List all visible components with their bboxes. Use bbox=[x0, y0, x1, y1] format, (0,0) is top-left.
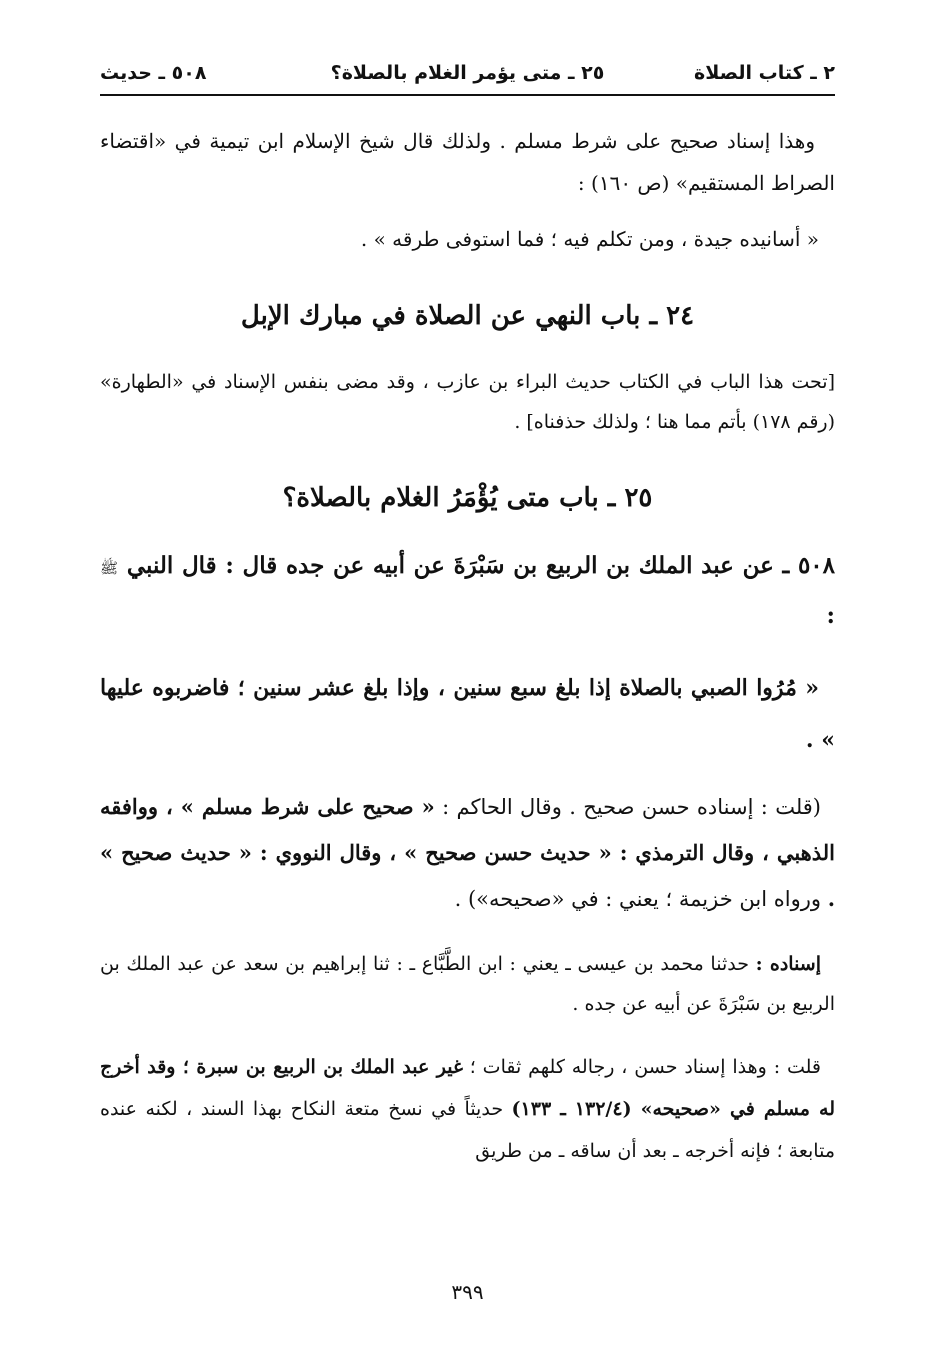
book-page bbox=[100, 60, 835, 1340]
comment-part-2: غير عبد الملك بن الربيع بن سبرة ؛ وقد أخرج له مسلم في «صحيحه» (١٣٢/٤ ـ ١٣٣) bbox=[100, 1056, 835, 1120]
page-number: ٣٩٩ bbox=[451, 1280, 484, 1304]
chapter-24-note: [تحت هذا الباب في الكتاب حديث البراء بن عازب ، وقد مضى بنفس الإسناد في «الطهارة» (رقم ١٧٨) بأتم مما هنا ؛ ولذلك حذفناه] . bbox=[100, 371, 835, 433]
grading-part-3: ورواه ابن خزيمة ؛ يعني : في «صحيحه») . bbox=[454, 887, 821, 911]
hadith-text: « مُرُوا الصبي بالصلاة إذا بلغ سبع سنين ، وإذا بلغ عشر سنين ؛ فاضربوه عليها » . bbox=[100, 675, 835, 753]
comment-paragraph bbox=[100, 1046, 835, 1172]
salutation-glyph: ﷺ bbox=[100, 559, 119, 577]
grading-part-2: « صحيح على شرط مسلم » ، ووافقه الذهبي ، وقال الترمذي : « حديث حسن صحيح » ، وقال النووي : « حديث صحيح » . bbox=[100, 794, 835, 911]
hadith-intro-text: ٥٠٨ ـ عن عبد الملك بن الربيع بن سَبْرَةَ عن أبيه عن جده قال : قال النبي bbox=[126, 552, 835, 579]
quote-paragraph: « أسانيده جيدة ، ومن تكلم فيه ؛ فما استوفى طرقه » . bbox=[360, 227, 819, 251]
header-divider bbox=[100, 94, 835, 96]
continuation-paragraph: وهذا إسناد صحيح على شرط مسلم . ولذلك قال شيخ الإسلام ابن تيمية في «اقتضاء الصراط المستقيم» (ص ١٦٠) : bbox=[100, 129, 835, 195]
isnad-paragraph bbox=[100, 944, 835, 1024]
hadith-intro-colon: : bbox=[826, 602, 835, 629]
hadith-intro bbox=[100, 542, 835, 640]
running-header bbox=[100, 60, 835, 94]
grading-part-1: (قلت : إسناده حسن صحيح . وقال الحاكم : bbox=[442, 795, 821, 819]
chapter-24-heading: ٢٤ ـ باب النهي عن الصلاة في مبارك الإبل bbox=[240, 301, 695, 331]
isnad-text: حدثنا محمد بن عيسى ـ يعني : ابن الطَّبَّاع ـ : ثنا إبراهيم بن سعد عن عبد الملك بن الربيع بن سَبْرَةَ عن أبيه عن جده . bbox=[100, 953, 835, 1015]
comment-part-3: حديثاً في نسخ متعة النكاح بهذا السند ، لكنه عنده متابعة ؛ فإنه أخرجه ـ بعد أن ساقه ـ من طريق bbox=[100, 1098, 835, 1162]
header-hadith-number: ٥٠٨ ـ حديث bbox=[100, 62, 207, 84]
isnad-label: إسناده : bbox=[755, 953, 821, 975]
grading-paragraph bbox=[100, 784, 835, 922]
comment-part-1: قلت : وهذا إسناد حسن ، رجاله كلهم ثقات ؛ bbox=[469, 1056, 821, 1078]
chapter-25-heading: ٢٥ ـ باب متى يُؤْمَرُ الغلام بالصلاة؟ bbox=[282, 483, 653, 513]
header-chapter-title: ٢٥ ـ متى يؤمر الغلام بالصلاة؟ bbox=[330, 62, 605, 84]
header-book-title: ٢ ـ كتاب الصلاة bbox=[694, 62, 835, 84]
